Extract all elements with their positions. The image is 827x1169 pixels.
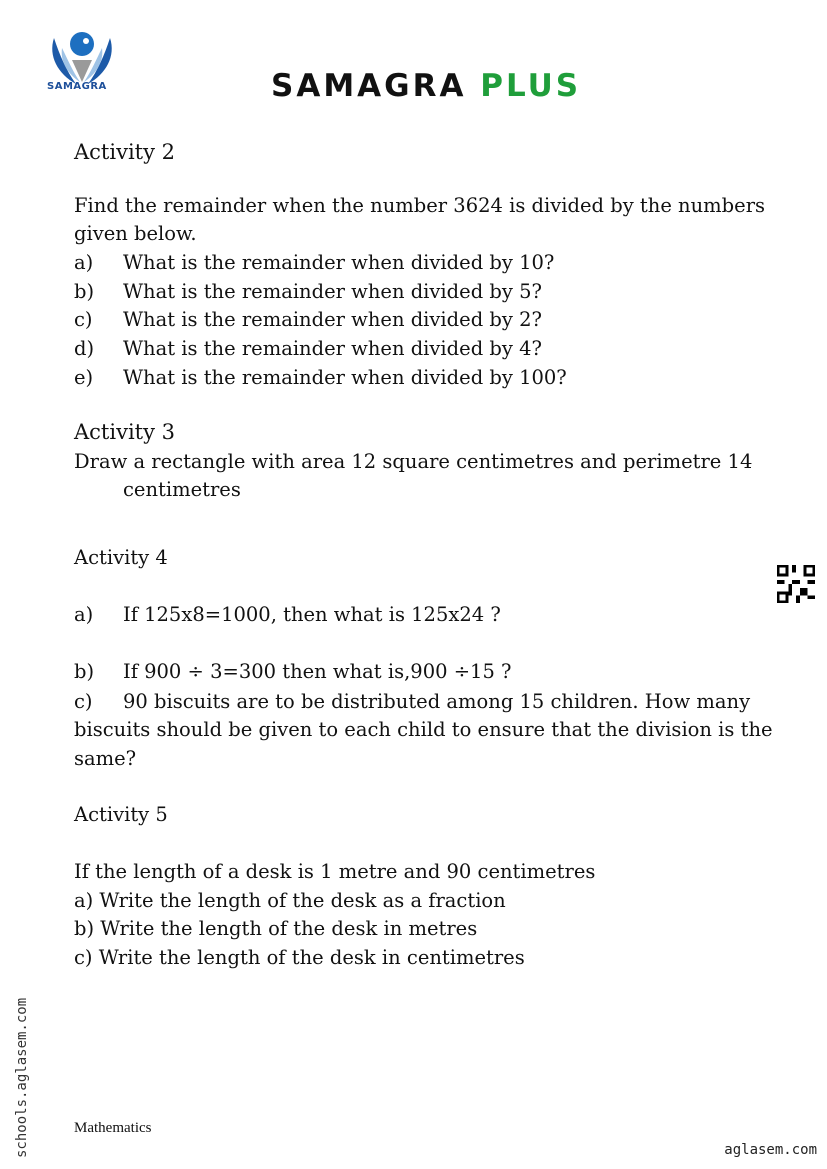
- list-item: [74, 308, 542, 332]
- item-text: What is the remainder when divided by 2?: [123, 308, 542, 331]
- activity-5-heading: Activity 5: [74, 803, 168, 826]
- footer-site: aglasem.com: [724, 1142, 817, 1158]
- item-text: What is the remainder when divided by 100?: [123, 366, 567, 389]
- item-text: What is the remainder when divided by 4?: [123, 337, 542, 360]
- logo-text: SAMAGRA: [47, 81, 107, 92]
- item-text: If 125x8=1000, then what is 125x24 ?: [123, 603, 501, 626]
- list-item: [74, 280, 542, 304]
- activity-3-text-cont: centimetres: [123, 478, 241, 501]
- activity-2-heading: Activity 2: [74, 140, 176, 164]
- list-item: a) Write the length of the desk as a fraction: [74, 889, 506, 912]
- item-label: e): [74, 366, 94, 389]
- item-text: What is the remainder when divided by 5?: [123, 280, 542, 303]
- activity-4-item-c-cont: same?: [74, 747, 137, 770]
- item-label: c): [74, 308, 93, 331]
- title-main: SAMAGRA: [271, 68, 467, 104]
- activity-5-intro: If the length of a desk is 1 metre and 90 centimetres: [74, 860, 596, 883]
- item-label: a): [74, 603, 94, 626]
- item-label: d): [74, 337, 95, 360]
- list-item: [74, 366, 567, 390]
- side-watermark: schools.aglasem.com: [14, 997, 30, 1158]
- activity-3-text: Draw a rectangle with area 12 square centimetres and perimetre 14: [74, 450, 753, 473]
- item-label: b): [74, 280, 95, 303]
- item-label: a): [74, 251, 94, 274]
- activity-2-intro: Find the remainder when the number 3624 is divided by the numbers: [74, 194, 766, 217]
- footer-subject: Mathematics: [74, 1120, 152, 1136]
- list-item: c) Write the length of the desk in centimetres: [74, 946, 525, 969]
- activity-4-item-b: [74, 660, 512, 684]
- item-label: c): [74, 690, 93, 713]
- activity-3-heading: Activity 3: [74, 420, 176, 444]
- item-text: If 900 ÷ 3=300 then what is,900 ÷15 ?: [123, 660, 512, 683]
- list-item: b) Write the length of the desk in metres: [74, 917, 478, 940]
- qr-code-icon: [777, 565, 815, 603]
- activity-4-item-a: [74, 603, 501, 627]
- activity-4-heading: Activity 4: [74, 546, 168, 569]
- item-text: What is the remainder when divided by 10?: [123, 251, 555, 274]
- list-item: [74, 337, 542, 361]
- list-item: [74, 251, 554, 275]
- activity-4-item-c-cont: biscuits should be given to each child to ensure that the division is the: [74, 718, 773, 741]
- activity-4-item-c: [74, 690, 750, 714]
- activity-2-intro-cont: given below.: [74, 222, 197, 245]
- title-accent: PLUS: [480, 68, 582, 104]
- item-text: 90 biscuits are to be distributed among 15 children. How many: [123, 690, 751, 713]
- page-title: [271, 68, 581, 104]
- item-label: b): [74, 660, 95, 683]
